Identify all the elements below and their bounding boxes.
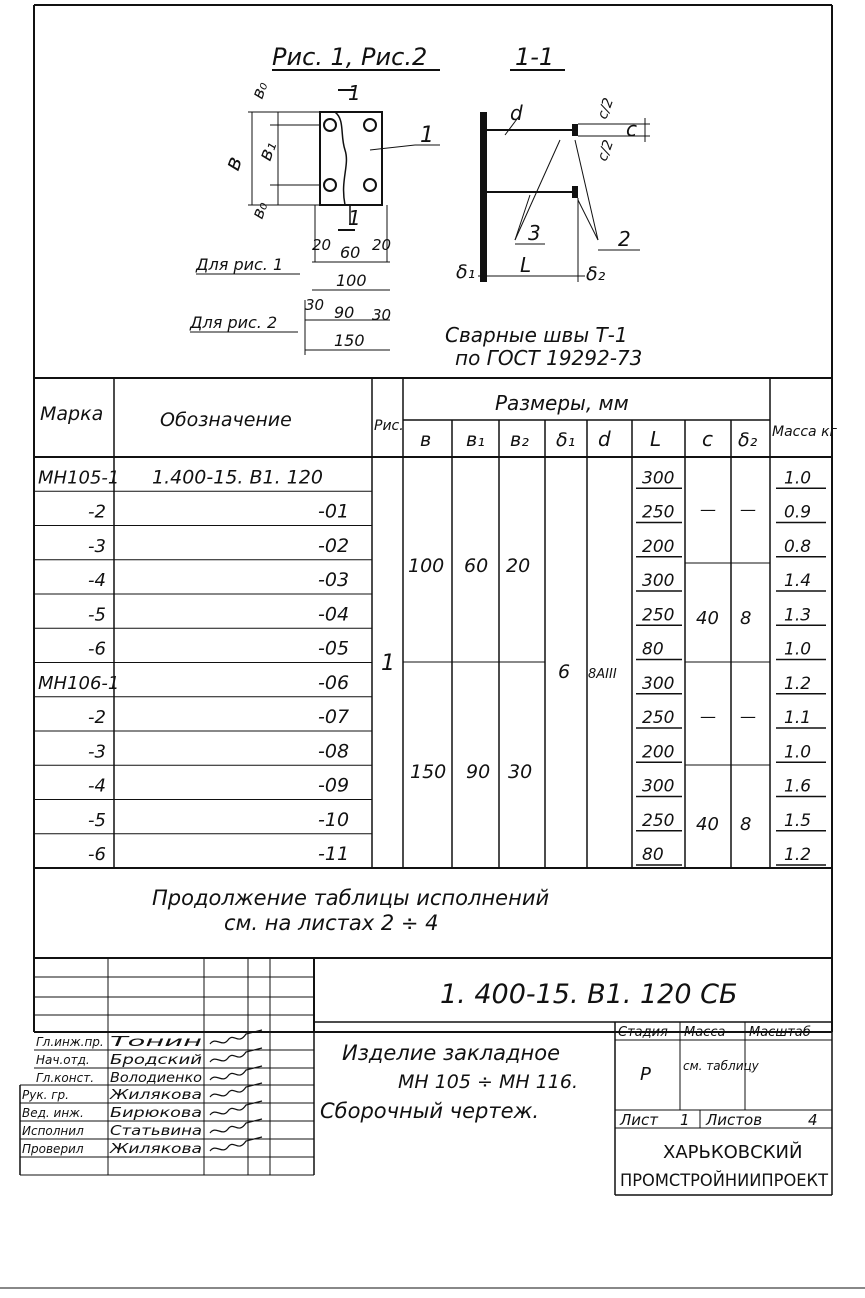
dim-fig1-mid: 60 (340, 243, 361, 262)
label-b1: в₁ (254, 138, 282, 164)
cell-mass: 0.9 (784, 502, 812, 523)
cell-mass: 1.2 (784, 673, 812, 694)
header-b2: в₂ (510, 429, 529, 451)
cell-d2-dash-bottom: — (740, 707, 756, 726)
header-c: c (702, 427, 713, 451)
label-b0-top: в₀ (247, 79, 273, 102)
signature-role: Рук. гр. (22, 1088, 69, 1102)
cell-c-bottom: 40 (696, 814, 719, 835)
label-delta2: δ₂ (586, 263, 606, 285)
header-mass: Масса кг (772, 424, 837, 440)
cell-L: 200 (642, 742, 675, 763)
for-fig1-label: Для рис. 1 (196, 255, 284, 274)
dim-fig1-right: 20 (372, 236, 392, 254)
cell-mass: 0.8 (784, 536, 812, 557)
cell-d2-top: 8 (740, 608, 752, 629)
cell-c-dash-bottom: — (700, 707, 716, 726)
section-view (478, 112, 650, 282)
cell-c-top: 40 (696, 608, 719, 629)
dim-fig2-left: 30 (305, 296, 325, 314)
cell-designation: -08 (318, 740, 350, 763)
cell-mark: -5 (88, 604, 106, 626)
cell-d: 8АIII (588, 667, 617, 682)
signature-row (22, 1119, 262, 1139)
cell-b1-bottom: 90 (466, 761, 491, 783)
header-designation: Обозначение (160, 409, 292, 431)
sheet-label: Лист (620, 1111, 659, 1129)
cell-mark: -2 (88, 707, 106, 728)
stage-label: Стадия (618, 1025, 668, 1040)
cell-mass: 1.0 (784, 468, 812, 489)
cell-mass: 1.6 (784, 776, 812, 797)
signature-name: Статьвина (110, 1124, 203, 1139)
signature-role: Гл.инж.пр. (36, 1035, 104, 1049)
label-L: L (520, 253, 532, 277)
signature-name: Бирюкова (110, 1106, 203, 1121)
continuation-line-2: см. на листах 2 ÷ 4 (224, 911, 439, 935)
table-row (88, 535, 811, 557)
cell-mark: -3 (88, 741, 106, 763)
cell-mark: -4 (88, 775, 106, 797)
table-row (88, 740, 811, 762)
cell-designation: 1.400-15. В1. 120 (152, 466, 323, 489)
section-title: 1-1 (515, 43, 555, 71)
signature-name: Бродский (110, 1053, 202, 1068)
label-b0-bottom: в₀ (247, 199, 273, 222)
weld-note-1: Сварные швы Т-1 (445, 323, 628, 347)
weld-note-2: по ГОСТ 19292-73 (455, 346, 643, 370)
cell-b-top: 100 (408, 555, 445, 577)
cell-c-dash-top: — (700, 500, 716, 519)
table-row (88, 638, 811, 660)
header-b1: в₁ (466, 429, 485, 451)
item-name-2: МН 105 ÷ МН 116. (398, 1071, 579, 1093)
cell-mass: 1.1 (784, 708, 812, 728)
cell-mark: МН106-1 (38, 672, 120, 694)
stage-value: Р (640, 1064, 651, 1085)
signature-name: Жилякова (108, 1142, 203, 1157)
cell-L: 80 (642, 639, 664, 660)
signature-role: Гл.конст. (36, 1071, 95, 1085)
header-d: d (598, 427, 611, 451)
signature-name: Тонин (110, 1035, 204, 1050)
cell-d2-bottom: 8 (740, 814, 752, 835)
cell-L: 250 (642, 810, 675, 831)
dim-fig2-mid: 90 (334, 303, 355, 322)
scale-label: Масштаб (749, 1025, 811, 1040)
cell-designation: -04 (318, 603, 350, 626)
figures-title: Рис. 1, Рис.2 (272, 43, 428, 71)
header-dims: Размеры, мм (495, 391, 629, 415)
dim-fig2-total: 150 (334, 331, 365, 350)
cell-mark: -6 (88, 638, 106, 660)
cell-L: 300 (642, 673, 675, 694)
cell-designation: -06 (318, 671, 350, 694)
table-row (88, 569, 811, 591)
cell-mark: -6 (88, 844, 106, 865)
part-3-label: 3 (528, 221, 541, 245)
header-L: L (650, 427, 662, 451)
cell-mass: 1.2 (784, 845, 812, 865)
dim-fig1-left: 20 (312, 236, 332, 254)
cell-L: 300 (642, 571, 675, 591)
dim-fig2-right: 30 (372, 306, 392, 324)
cell-designation: -02 (318, 534, 350, 557)
cell-mass: 1.4 (784, 571, 812, 591)
dim-fig1-total: 100 (336, 271, 367, 290)
signature-row (22, 1101, 262, 1121)
signature-role: Проверил (22, 1142, 84, 1156)
part-1-label: 1 (420, 123, 434, 148)
signature-rows (22, 1030, 262, 1157)
section-mark-bottom: 1 (348, 206, 361, 230)
part-2-label: 2 (618, 227, 631, 251)
header-fig: Рис. (374, 418, 404, 434)
cell-d2-dash-top: — (740, 500, 756, 519)
table-row (88, 775, 811, 797)
cell-b1-top: 60 (464, 555, 489, 577)
cell-mass: 1.0 (784, 639, 812, 660)
cell-L: 80 (642, 845, 664, 865)
signature-name: Жилякова (108, 1088, 203, 1103)
mass-label: Масса (684, 1025, 726, 1040)
plan-view (248, 90, 440, 262)
table-row (88, 843, 811, 865)
signature-row (22, 1137, 262, 1157)
cell-mark: -2 (88, 501, 106, 523)
org-name-1: ХАРЬКОВСКИЙ (663, 1142, 803, 1163)
cell-b-bottom: 150 (410, 761, 447, 783)
signature-name: Володиенко (110, 1071, 203, 1086)
sheets-value: 4 (808, 1111, 818, 1129)
cell-designation: -05 (318, 637, 350, 660)
signature-role: Вед. инж. (22, 1106, 84, 1120)
header-mark: Марка (40, 403, 104, 425)
cell-L: 200 (642, 536, 675, 557)
cell-designation: -01 (318, 500, 350, 523)
doc-code: 1. 400-15. В1. 120 СБ (440, 979, 738, 1010)
org-name-2: ПРОМСТРОЙНИИПРОЕКТ (620, 1171, 838, 1191)
cell-designation: -10 (318, 808, 350, 831)
cell-delta1: 6 (558, 661, 571, 683)
label-delta1: δ₁ (456, 261, 476, 283)
cell-mass: 1.0 (784, 742, 812, 763)
sheets-label: Листов (706, 1111, 763, 1129)
cell-designation: -09 (318, 774, 350, 797)
signature-role: Исполнил (22, 1124, 84, 1138)
mass-value: см. таблицу (683, 1059, 759, 1073)
cell-mark: -3 (88, 535, 106, 557)
item-name-1: Изделие закладное (342, 1041, 561, 1065)
signature-row (36, 1048, 262, 1068)
cell-designation: -07 (318, 706, 350, 728)
table-row (38, 466, 811, 488)
cell-designation: -03 (318, 569, 350, 591)
table-row (38, 672, 811, 694)
cell-b2-bottom: 30 (508, 761, 533, 783)
executions-table (34, 378, 838, 868)
drawing-area (189, 43, 650, 370)
label-c-half-top: c/2 (594, 95, 618, 122)
signature-row (22, 1083, 262, 1103)
header-delta1: δ₁ (556, 429, 576, 451)
cell-L: 250 (642, 605, 675, 626)
cell-mark: МН105-1 (38, 467, 120, 489)
item-name-3: Сборочный чертеж. (320, 1099, 540, 1123)
cell-mark: -5 (88, 809, 106, 831)
cell-fig: 1 (381, 651, 395, 676)
label-b: в (220, 153, 249, 175)
cell-mass: 1.5 (784, 810, 812, 831)
cell-mark: -4 (88, 570, 106, 591)
signature-row (36, 1066, 262, 1086)
signature-role: Нач.отд. (36, 1053, 90, 1067)
section-mark-top: 1 (348, 81, 361, 105)
sheet-value: 1 (680, 1111, 690, 1129)
label-d: d (510, 101, 523, 125)
label-c-half-bottom: c/2 (594, 137, 618, 164)
cell-L: 250 (642, 502, 675, 523)
cell-L: 250 (642, 708, 675, 728)
header-b: в (420, 429, 432, 451)
continuation-line-1: Продолжение таблицы исполнений (152, 886, 550, 910)
cell-b2-top: 20 (506, 555, 531, 577)
header-delta2: δ₂ (738, 429, 758, 451)
cell-L: 300 (642, 776, 675, 797)
cell-L: 300 (642, 468, 675, 489)
cell-designation: -11 (318, 843, 350, 865)
label-c: c (626, 117, 637, 141)
table-rows (38, 466, 811, 865)
for-fig2-label: Для рис. 2 (190, 313, 278, 332)
cell-mass: 1.3 (784, 605, 812, 626)
